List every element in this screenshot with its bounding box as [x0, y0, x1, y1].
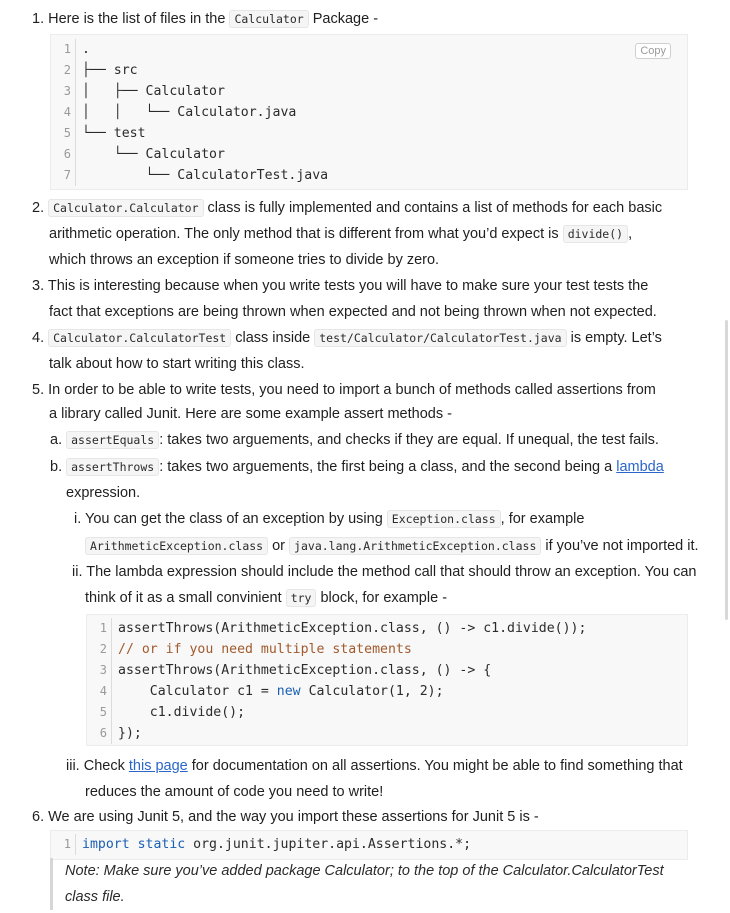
code-line: 6 └── Calculator: [51, 144, 225, 165]
code-line: 1 assertThrows(ArithmeticException.class, () -> c1.divide());: [87, 618, 586, 639]
code-line: 4 Calculator c1 = new Calculator(1, 2);: [87, 681, 444, 702]
list-item-5b-i: i. You can get the class of an exception by using Exception.class , for example: [74, 511, 585, 527]
list-item-5b: b. assertThrows : takes two arguements, the first being a class, and the second being a lambda: [50, 459, 664, 475]
code-line: 3 │ ├── Calculator: [51, 81, 225, 102]
list-item-5b-ii-line-2: think of it as a small convinient try block, for example -: [85, 590, 448, 606]
assert-throws-code-block: [86, 614, 688, 746]
list-item-5b-ii: ii. The lambda expression should include the method call that should throw an exception. You can: [72, 564, 697, 580]
code-line: 6 });: [87, 723, 142, 744]
list-item-5b-i-line-2: ArithmeticException.class or java.lang.ArithmeticException.class if you’ve not imported it.: [85, 533, 699, 559]
code-line: 4 │ │ └── Calculator.java: [51, 102, 296, 123]
import-code-block: [50, 830, 688, 860]
list-item-5: 5. In order to be able to write tests, you need to import a bunch of methods called assertions from: [32, 382, 656, 398]
inline-code: Calculator: [229, 10, 308, 28]
list-item-2: 2. Calculator.Calculator class is fully implemented and contains a list of methods for each basic: [32, 200, 663, 216]
list-item-5b-iii-line-2: reduces the amount of code you need to write!: [85, 784, 384, 800]
list-item-5-line-2: a library called Junit. Here are some example assert methods -: [49, 406, 452, 422]
file-tree-code-block: [50, 34, 688, 190]
lambda-link[interactable]: lambda: [616, 459, 664, 475]
code-line: 5 └── test: [51, 123, 146, 144]
list-item-2-line-2: arithmetic operation. The only method that is different from what you’d expect is divide() ,: [49, 226, 633, 242]
list-item-5b-line-2: expression.: [66, 485, 141, 501]
list-item-3: 3. This is interesting because when you write tests you will have to make sure your test tests the: [32, 278, 649, 294]
copy-button[interactable]: Copy: [635, 43, 671, 59]
list-item-5b-iii: iii. Check this page for documentation on all assertions. You might be able to find something that: [66, 758, 683, 774]
list-item-2-line-3: which throws an exception if someone tries to divide by zero.: [49, 252, 440, 268]
scrollbar[interactable]: [725, 320, 728, 620]
code-line: 1 import static org.junit.jupiter.api.Assertions.*;: [51, 834, 471, 855]
code-line: 3 assertThrows(ArithmeticException.class, () -> {: [87, 660, 491, 681]
list-item-4-line-2: talk about how to start writing this class.: [49, 356, 305, 372]
list-item-5a: a. assertEquals : takes two arguements, and checks if they are equal. If unequal, the test fails.: [50, 432, 659, 448]
list-item-4: 4. Calculator.CalculatorTest class inside test/Calculator/CalculatorTest.java is empty. Let’s: [32, 330, 662, 346]
list-item-6: 6. We are using Junit 5, and the way you import these assertions for Junit 5 is -: [32, 809, 539, 825]
code-line: 2 ├── src: [51, 60, 138, 81]
code-line: 7 └── CalculatorTest.java: [51, 165, 328, 186]
note-blockquote: Note: Make sure you’ve added package Calculator; to the top of the Calculator.CalculatorTest class file.: [50, 858, 725, 910]
list-item-1: 1. Here is the list of files in the Calculator Package -: [32, 11, 379, 27]
this-page-link[interactable]: this page: [128, 758, 188, 774]
list-item-3-line-2: fact that exceptions are being thrown when expected and not being thrown when not expected.: [49, 304, 657, 320]
code-line: 1 .: [51, 39, 90, 60]
code-line: 2 // or if you need multiple statements: [87, 639, 412, 660]
code-line: 5 c1.divide();: [87, 702, 245, 723]
